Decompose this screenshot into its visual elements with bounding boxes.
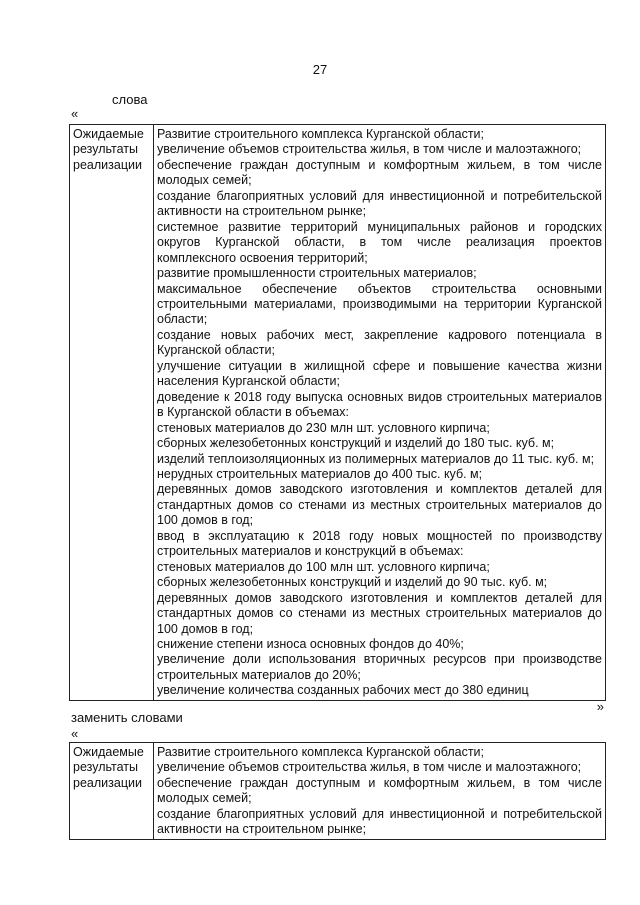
results-cell <box>154 125 606 701</box>
list-item: увеличение объемов строительства жилья, в том числе и малоэтажного; <box>157 760 582 775</box>
list-item: стеновых материалов до 230 млн шт. условного кирпича; <box>157 420 490 435</box>
word-label: слова <box>112 92 148 107</box>
list-item: создание благоприятных условий для инвестиционной и потребительской активности на строительном рынке; <box>157 806 602 837</box>
open-quote: « <box>71 106 79 121</box>
list-item: ввод в эксплуатацию к 2018 году новых мощностей по производству строительных материалов и конструкций в объемах: <box>157 528 602 559</box>
list-item: Развитие строительного комплекса Курганской области; <box>157 127 485 141</box>
list-item: увеличение количества созданных рабочих мест до 380 единиц <box>157 683 529 698</box>
list-item: увеличение доли использования вторичных ресурсов при производстве строительных материалов до 20%; <box>157 652 602 682</box>
list-item: создание новых рабочих мест, закрепление кадрового потенциала в Курганской области; <box>157 327 602 358</box>
open-quote: « <box>71 726 79 741</box>
list-item: нерудных строительных материалов до 400 тыс. куб. м; <box>157 466 483 481</box>
list-item: доведение к 2018 году выпуска основных видов строительных материалов в Курганской области в объемах: <box>157 389 602 420</box>
list-item: обеспечение граждан доступным и комфортным жильем, в том числе молодых семей; <box>157 157 602 188</box>
close-quote: » <box>596 699 604 714</box>
table-row <box>70 743 606 840</box>
list-item: стеновых материалов до 100 млн шт. условного кирпича; <box>157 559 490 574</box>
list-item: обеспечение граждан доступным и комфортным жильем, в том числе молодых семей; <box>157 775 602 806</box>
list-item: Развитие строительного комплекса Курганской области; <box>157 745 485 759</box>
row-header: Ожидаемые результаты реализации <box>70 125 154 701</box>
page-number: 27 <box>312 62 328 77</box>
list-item: максимальное обеспечение объектов строительства основными строительными материалами, производимыми на территории Курганской области; <box>157 281 602 327</box>
replace-label: заменить словами <box>71 710 183 725</box>
list-item: деревянных домов заводского изготовления и комплектов деталей для стандартных домов со стенами из местных строительных материалов до 100 домов в год; <box>157 590 602 636</box>
list-item: увеличение объемов строительства жилья, в том числе и малоэтажного; <box>157 142 582 157</box>
list-item: развитие промышленности строительных материалов; <box>157 266 477 281</box>
results-cell <box>154 743 606 840</box>
table-row <box>70 125 606 701</box>
results-table-old <box>69 124 606 701</box>
list-item: деревянных домов заводского изготовления и комплектов деталей для стандартных домов со стенами из местных строительных материалов до 100 домов в год; <box>157 482 602 528</box>
list-item: снижение степени износа основных фондов до 40%; <box>157 636 464 651</box>
results-table-new <box>69 742 606 840</box>
list-item: изделий теплоизоляционных из полимерных материалов до 11 тыс. куб. м; <box>157 451 595 466</box>
list-item: сборных железобетонных конструкций и изделий до 90 тыс. куб. м; <box>157 575 548 590</box>
list-item: сборных железобетонных конструкций и изделий до 180 тыс. куб. м; <box>157 436 555 451</box>
list-item: улучшение ситуации в жилищной сфере и повышение качества жизни населения Курганской области; <box>157 358 602 389</box>
row-header: Ожидаемые результаты реализации <box>70 743 154 840</box>
list-item: создание благоприятных условий для инвестиционной и потребительской активности на строительном рынке; <box>157 188 602 219</box>
list-item: системное развитие территорий муниципальных районов и городских округов Курганской области, в том числе реализация проектов комплексного освоения территорий; <box>157 219 602 265</box>
